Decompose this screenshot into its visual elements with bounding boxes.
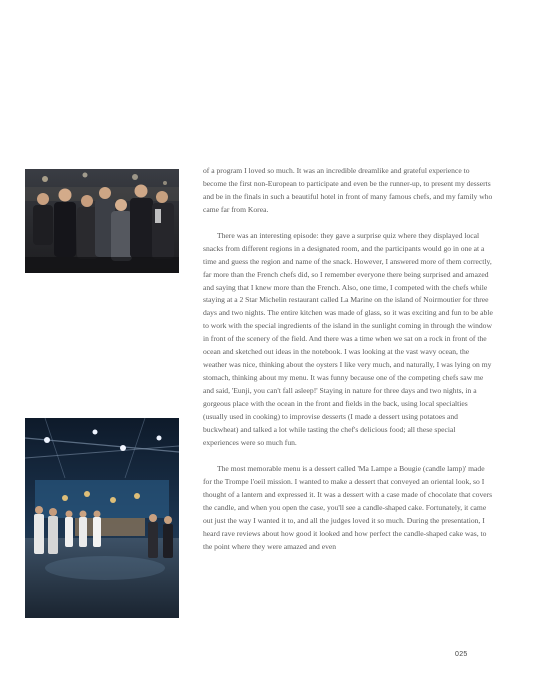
group-photo [25, 169, 179, 273]
page-number: 025 [455, 651, 468, 658]
body-text [203, 165, 493, 553]
paragraph-2: There was an interesting episode: they gave a surprise quiz where they displayed local snacks from different regions in a designated room, and the participants would go in one at a time and guess the region and name of the snack. However, I answered more of them correctly, far more than the French chefs did, so I remember everyone there being surprised and amazed and saying that I knew more than the French. Also, one time, I competed with the chefs while staying at a 2 Star Michelin restaurant called La Marine on the island of Noirmoutier for three days and two nights. The entire kitchen was made of glass, so it was exciting and fun to be able to work with the special ingredients of the island in the sunlight coming in through the window in front of the scenery of the field. And there was a time when we sat on a rock in front of the ocean and sketched out ideas in the notebook. I was looking at the vast wavy ocean, the weather was nice, thinking about the oysters I like very much, and naturally, I was lying on my stomach, thinking about my menu. It was funny because one of the competing chefs saw me and said, 'Eunji, you can't fall asleep!' Staying in nature for three days and two nights, in a gorgeous place with the ocean in the front and fields in the back, using local specialties (usually used in cooking) to improvise desserts (I made a dessert using potatoes and buckwheat) and talked a lot while tasting the chef's delicious food; all these special experiences were so much fun. [203, 230, 493, 447]
paragraph-3: The most memorable menu is a dessert called 'Ma Lampe a Bougie (candle lamp)' made for the Trompe l'oeil mission. I wanted to make a dessert that conveyed an oriental look, so I thought of a lantern and expressed it. It was a dessert with a case made of chocolate that covers the candle, and when you open the case, you'll see a candle-shaped cake. Fortunately, it came out just the way I wanted it to, and all the judges loved it so much. During the presentation, I heard rave reviews about how good it looked and how perfect the candle-shaped cake was, to the point where they were amazed and even [203, 463, 493, 551]
studio-photo [25, 418, 179, 618]
paragraph-1: of a program I loved so much. It was an incredible dreamlike and grateful experience to become the first non-European to participate and even be the runner-up, to present my desserts and be in the finals in such a beautiful hotel in front of many famous chefs, and my family who came far from Korea. [203, 166, 493, 214]
